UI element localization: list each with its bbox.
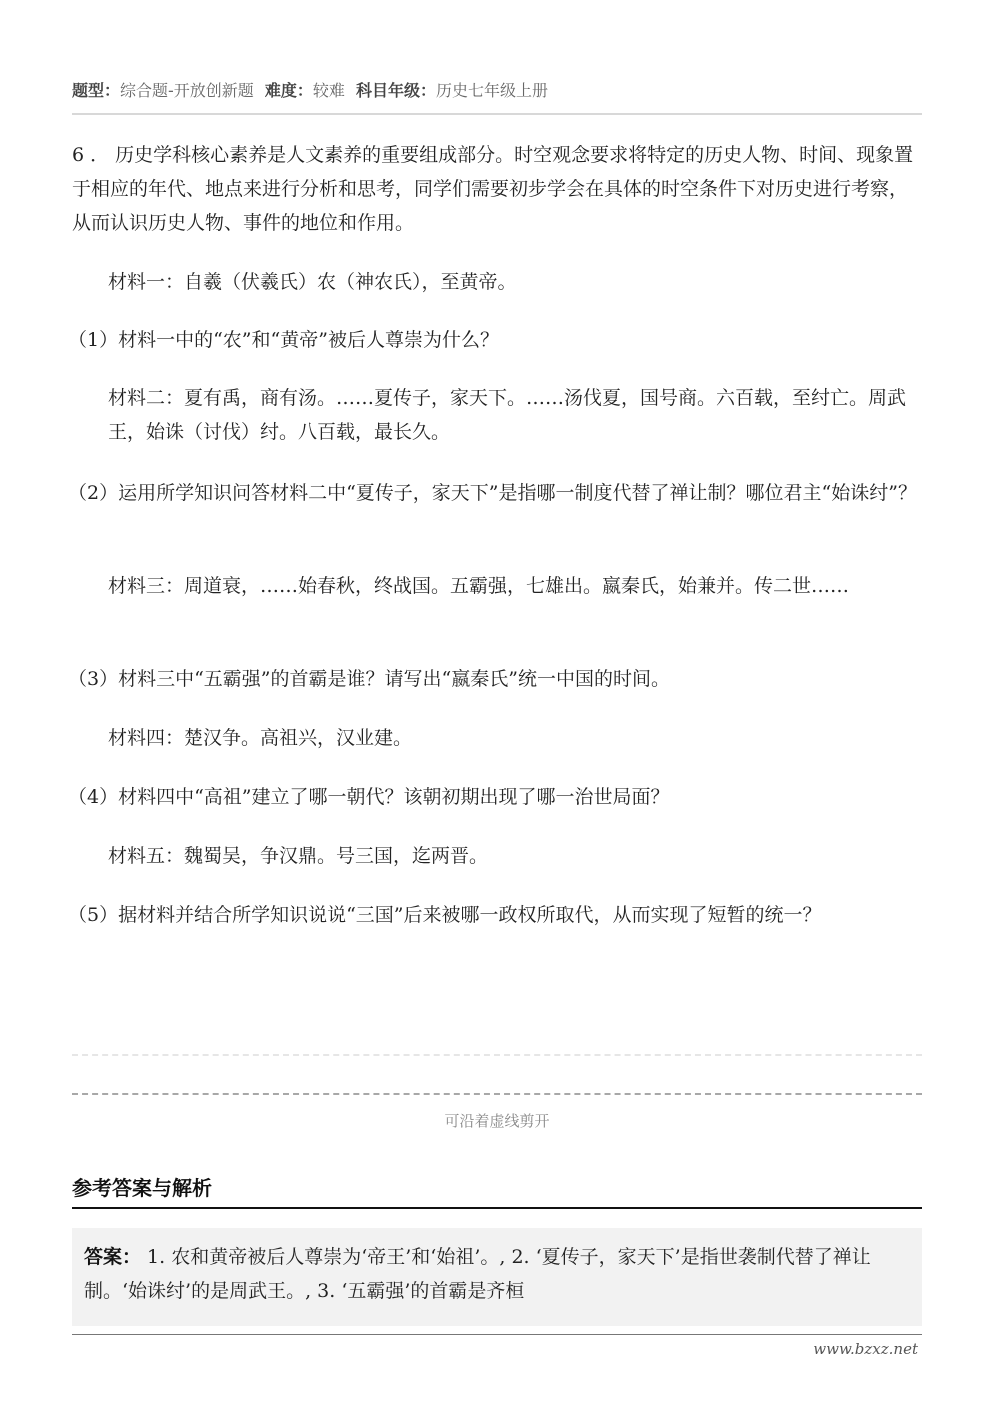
sub-question-3: （3）材料三中“五霸强”的首霸是谁？请写出“嬴秦氏”统一中国的时间。 [68,668,670,690]
sub-question-2: （2）运用所学知识问答材料二中“夏传子，家天下”是指哪一制度代替了禅让制？哪位君主“始诛纣”？ [68,482,917,504]
question-stem: 6 ． 历史学科核心素养是人文素养的重要组成部分。时空观念要求将特定的历史人物、时间、现象置于相应的年代、地点来进行分析和思考，同学们需要初步学会在具体的时空条件下对历史进行考察，从而认识历史人物、事件的地位和作用。 [72,144,914,234]
material-4: 材料四：楚汉争。高祖兴，汉业建。 [108,727,413,749]
answer-text: 1. 农和黄帝被后人尊崇为‘帝王’和‘始祖’。, 2. ‘夏传子，家天下’是指世袭制代替了禅让制。‘始诛纣’的是周武王。, 3. ‘五霸强’的首霸是齐桓 [84,1246,871,1302]
difficulty-value: 较难 [312,81,345,100]
cut-line-faint [72,1054,922,1056]
footer-divider [72,1334,922,1335]
material-3: 材料三：周道衰，……始春秋，终战国。五霸强，七雄出。嬴秦氏，始兼并。传二世…… [108,575,850,597]
material-1: 材料一：自羲（伏羲氏）农（神农氏），至黄帝。 [108,271,517,293]
difficulty-label: 难度： [264,81,313,100]
material-2: 材料二：夏有禹，商有汤。……夏传子，家天下。……汤伐夏，国号商。六百载，至纣亡。周武王，始诛（讨伐）纣。八百载，最长久。 [108,387,907,443]
sub-question-1: （1）材料一中的“农”和“黄帝”被后人尊崇为什么？ [68,329,499,351]
type-value: 综合题-开放创新题 [120,81,254,100]
type-label: 题型： [72,81,121,100]
subject-label: 科目年级： [356,81,437,100]
site-watermark: www.bzxz.net [813,1340,918,1358]
answer-label: 答案： [84,1246,142,1268]
cut-line [72,1093,922,1095]
sub-question-4: （4）材料四中“高祖”建立了哪一朝代？该朝初期出现了哪一治世局面？ [68,786,670,808]
material-5: 材料五：魏蜀吴，争汉鼎。号三国，迄两晋。 [108,845,489,867]
question-meta [72,78,922,101]
answer-section-title: 参考答案与解析 [72,1176,212,1200]
cut-note: 可沿着虚线剪开 [444,1112,550,1130]
sub-question-5: （5）据材料并结合所学知识说说“三国”后来被哪一政权所取代，从而实现了短暂的统一？ [68,904,822,926]
meta-divider [72,113,922,115]
answer-title-divider [72,1207,922,1209]
subject-value: 历史七年级上册 [436,81,549,100]
answer-box [72,1228,922,1326]
